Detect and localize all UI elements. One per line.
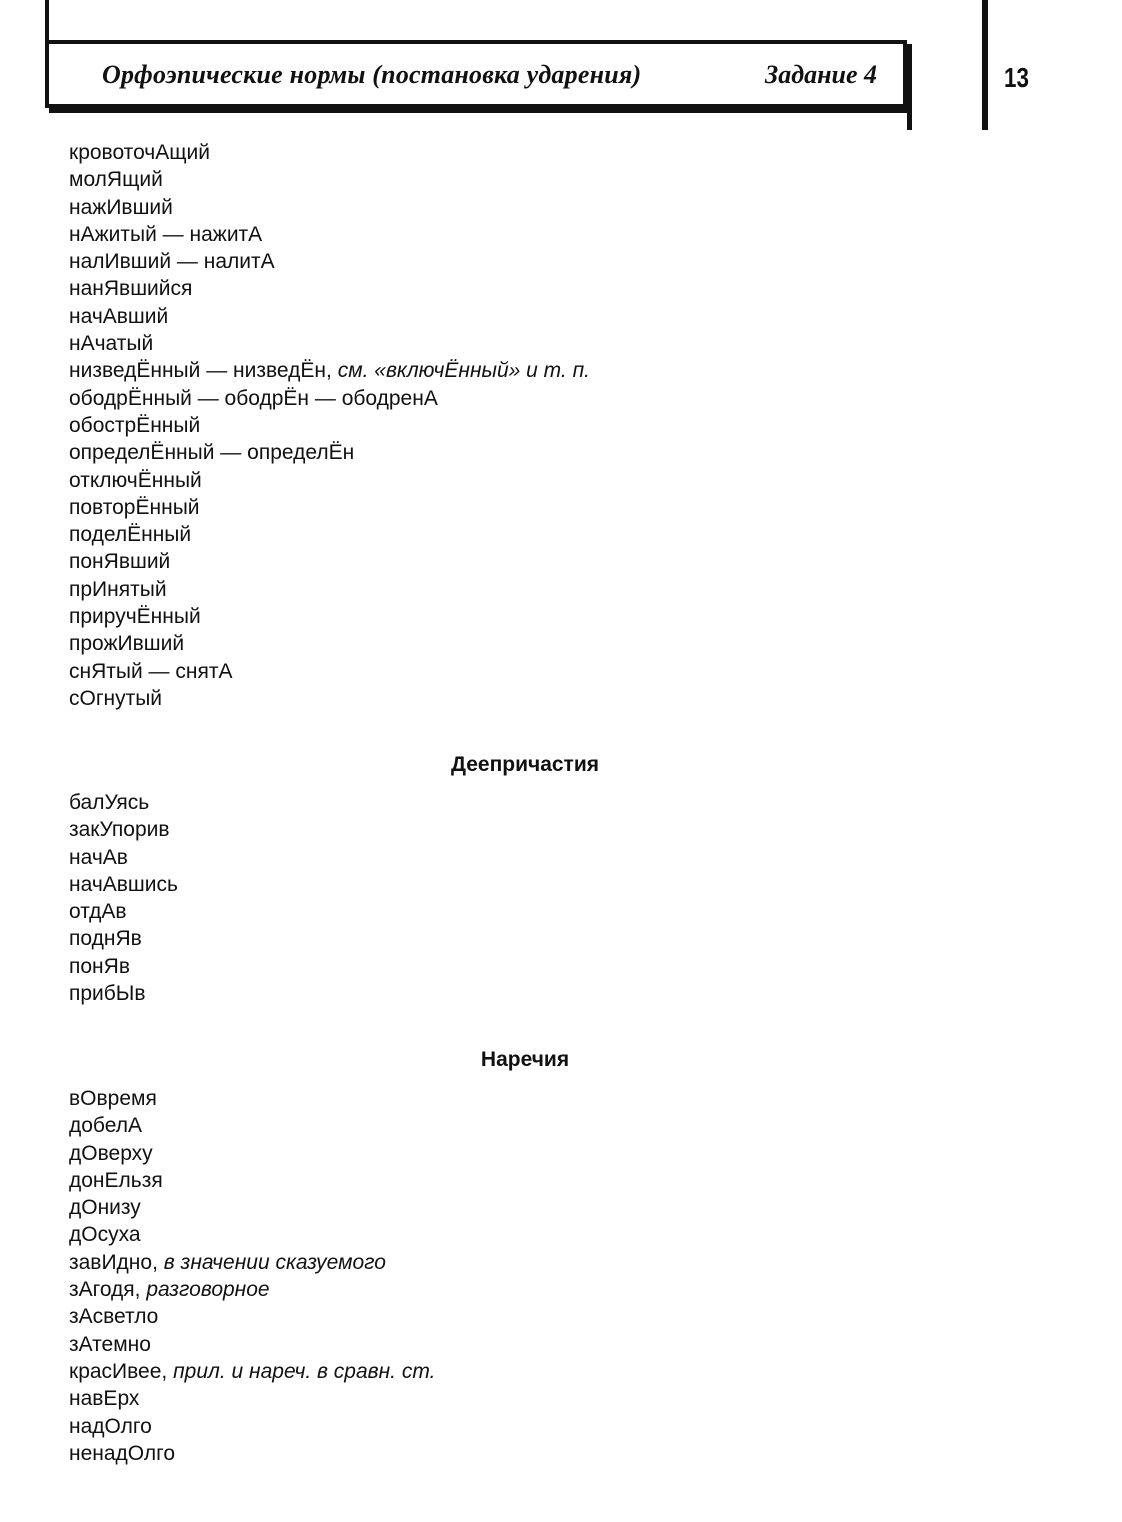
list-item [69, 1085, 435, 1112]
list-item [69, 521, 590, 548]
entry-word: сОгнутый [69, 686, 163, 710]
header-frame-line [45, 0, 49, 42]
list-item [69, 980, 178, 1007]
list-item [69, 221, 590, 248]
entry-word: добелА [69, 1114, 142, 1138]
list-item [69, 844, 178, 871]
list-item [69, 1413, 435, 1440]
entry-note: в значении сказуемого [163, 1250, 386, 1274]
entry-word: ободрЁнный — ободрЁн — ободренА [69, 386, 438, 410]
entry-word: нАчатый [69, 332, 154, 356]
list-item [69, 1249, 435, 1276]
margin-rule [982, 0, 988, 130]
entry-word: красИвее, [69, 1359, 168, 1383]
entry-word: прожИвший [69, 632, 185, 656]
list-item [69, 194, 590, 221]
entry-word: кровоточАщий [69, 141, 210, 164]
entry-note: см. «включЁнный» и т. п. [337, 359, 590, 383]
list-item [69, 303, 590, 330]
list-item [69, 275, 590, 302]
entry-word: налИвший — налитА [69, 250, 275, 274]
entry-word: молЯщий [69, 168, 163, 192]
entry-word: нанЯвшийся [69, 277, 193, 301]
list-item [69, 630, 590, 657]
page-title: Орфоэпические нормы (постановка ударения) [102, 60, 642, 89]
entry-word: низведЁнный — низведЁн, [69, 359, 332, 383]
task-label: Задание 4 [765, 60, 878, 89]
list-item [69, 412, 590, 439]
list-item [69, 1358, 435, 1385]
entry-word: балУясь [69, 791, 150, 814]
list-item [69, 330, 590, 357]
list-item [69, 1385, 435, 1412]
entry-word: дОсуха [69, 1223, 141, 1247]
list-item [69, 1140, 435, 1167]
adverbs-list [69, 1085, 435, 1467]
entry-word: понЯвший [69, 550, 171, 574]
entry-word: поднЯв [69, 927, 142, 951]
entry-word: дОверху [69, 1141, 153, 1165]
list-item [69, 166, 590, 193]
entry-word: надОлго [69, 1414, 152, 1438]
list-item [69, 494, 590, 521]
entry-word: снЯтый — снятА [69, 659, 233, 683]
gerunds-list [69, 789, 178, 1007]
entry-word: прИнятый [69, 577, 167, 601]
list-item [69, 248, 590, 275]
entry-word: повторЁнный [69, 495, 200, 519]
list-item [69, 385, 590, 412]
list-item [69, 816, 178, 843]
entry-word: приручЁнный [69, 605, 201, 629]
entry-word: начАв [69, 845, 128, 869]
page-number: 13 [1004, 62, 1029, 93]
entry-word: определЁнный — определЁн [69, 441, 355, 465]
list-item [69, 1303, 435, 1330]
list-item [69, 467, 590, 494]
entry-word: донЕльзя [69, 1168, 163, 1192]
entry-note: разговорное [146, 1278, 270, 1302]
list-item [69, 898, 178, 925]
gerunds-heading: Деепричастия [451, 753, 599, 776]
entry-word: поделЁнный [69, 523, 192, 547]
list-item [69, 1331, 435, 1358]
entry-word: начАвшись [69, 872, 178, 896]
entry-word: нАжитый — нажитА [69, 222, 263, 246]
list-item [69, 658, 590, 685]
entry-word: дОнизу [69, 1196, 141, 1220]
entry-word: прибЫв [69, 982, 146, 1006]
list-item [69, 1194, 435, 1221]
entry-word: завИдно, [69, 1250, 158, 1274]
list-item [69, 603, 590, 630]
list-item [69, 871, 178, 898]
entry-word: зАгодя, [69, 1278, 141, 1302]
list-item [69, 439, 590, 466]
list-item [69, 925, 178, 952]
header-frame-shadow-bottom [49, 108, 912, 113]
list-item [69, 1112, 435, 1139]
entry-word: ненадОлго [69, 1441, 176, 1465]
list-item [69, 1221, 435, 1248]
entry-word: обострЁнный [69, 413, 201, 437]
entry-word: закУпорив [69, 818, 170, 842]
list-item [69, 576, 590, 603]
entry-word: зАтемно [69, 1332, 151, 1356]
entry-word: навЕрх [69, 1387, 140, 1411]
entry-word: отключЁнный [69, 468, 202, 492]
list-item [69, 357, 590, 384]
list-item [69, 1440, 435, 1467]
list-item [69, 789, 178, 816]
participles-list [69, 139, 590, 712]
entry-word: вОвремя [69, 1087, 157, 1110]
entry-word: начАвший [69, 304, 169, 328]
entry-note: прил. и нареч. в сравн. ст. [173, 1359, 436, 1383]
list-item [69, 953, 178, 980]
list-item [69, 548, 590, 575]
entry-word: отдАв [69, 900, 127, 924]
entry-word: понЯв [69, 954, 130, 978]
entry-word: зАсветло [69, 1305, 159, 1329]
entry-word: нажИвший [69, 195, 173, 219]
list-item [69, 1276, 435, 1303]
list-item [69, 1167, 435, 1194]
header-frame-shadow [907, 44, 912, 130]
list-item [69, 685, 590, 712]
adverbs-heading: Наречия [480, 1048, 570, 1071]
list-item [69, 139, 590, 166]
